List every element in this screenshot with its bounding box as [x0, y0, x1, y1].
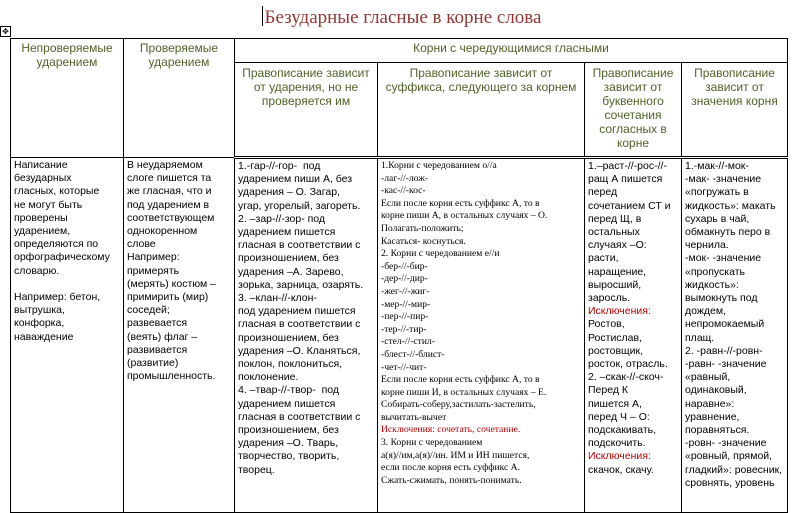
- text-line: жидкость»: макать: [685, 199, 776, 212]
- subheader-stress: Правописание зависит от ударения, но не проверяется им: [235, 63, 378, 158]
- text-line: гласная в соответствии с: [238, 318, 361, 331]
- text-line: гласных, которые: [14, 185, 100, 198]
- text-line: заросль.: [588, 292, 631, 305]
- text-line: сочетанием СТ и: [588, 199, 671, 212]
- text-line: развивается: [127, 343, 188, 356]
- text-line: примирить (мир): [127, 291, 209, 304]
- text-line: -кас-//-кос-: [381, 185, 426, 197]
- text-line: вытрушка,: [14, 304, 65, 317]
- cell-suffix-roots: [378, 158, 585, 513]
- text-line: вымокнуть под: [685, 292, 758, 305]
- text-line: орфографическому: [14, 251, 110, 264]
- text-line: [14, 278, 120, 291]
- text-line: пишется А,: [588, 397, 642, 410]
- text-line: слоге пишется та: [127, 172, 212, 185]
- text-line: 2. –скак-//-скоч-: [588, 371, 664, 384]
- text-line: 4. –твар-//-твор- под: [238, 384, 339, 397]
- text-line: -ровн- -значение: [685, 437, 767, 450]
- text-line: 2. -равн-//-ровн-: [685, 344, 763, 357]
- text-line: Написание: [14, 159, 68, 171]
- header-alternating-roots: Корни с чередующимися гласными: [235, 39, 788, 63]
- text-line: наваждение: [14, 330, 74, 343]
- text-line: 1.Корни с чередованием о//а: [381, 160, 497, 171]
- text-line: жидкость»:: [685, 278, 739, 291]
- text-line: сухарь в чай,: [685, 212, 750, 225]
- text-line: Исключения:: [588, 450, 651, 463]
- text-line: корне пиши И, в остальных случаях – Е.: [381, 386, 547, 398]
- text-line: случаях –О:: [588, 239, 647, 252]
- text-line: Если после корня есть суффикс А, то в: [381, 374, 540, 386]
- cell-verifiable: [124, 158, 235, 513]
- text-line: ударения –О. Кланяться,: [238, 344, 361, 357]
- text-line: -чет-//-чит-: [381, 361, 427, 373]
- text-line: под ударением в: [127, 198, 210, 211]
- text-line: поравняться.: [685, 424, 750, 437]
- text-line: Касаться- коснуться.: [381, 235, 466, 247]
- text-line: «ровный, прямой,: [685, 450, 773, 463]
- cell-unverifiable: [11, 158, 124, 513]
- text-cursor: [262, 6, 263, 26]
- text-line: -дер-//-дир-: [381, 273, 428, 285]
- text-line: угар, угорелый, загореть.: [238, 199, 361, 212]
- text-line: «пропускать: [685, 265, 745, 278]
- text-line: -бер-//-бир-: [381, 260, 428, 272]
- text-line: Исключения: сочетать, сочетание.: [381, 424, 521, 436]
- text-line: чернила.: [685, 239, 729, 252]
- text-line: -блест-//-блист-: [381, 348, 445, 360]
- text-line: примерять: [127, 264, 180, 277]
- text-line: -лаг-//-лож-: [381, 172, 429, 184]
- text-line: В неударяемом: [127, 159, 203, 171]
- text-line: промышленность.: [127, 370, 216, 383]
- text-line: обмакнуть перо в: [685, 226, 771, 239]
- text-line: ударением пишется: [238, 397, 336, 410]
- text-line: перед: [588, 186, 618, 199]
- text-line: однокоренном: [127, 225, 198, 238]
- text-line: определяются по: [14, 238, 99, 251]
- text-line: росток, отрасль.: [588, 358, 668, 371]
- text-line: ударения –А. Зарево,: [238, 265, 344, 278]
- text-line: произношением, без: [238, 424, 339, 437]
- text-line: Ростислав,: [588, 331, 643, 344]
- text-line: ращ А пишется: [588, 173, 663, 186]
- header-verifiable: Проверяемые ударением: [124, 39, 235, 158]
- text-line: -мок- -значение: [685, 252, 762, 265]
- text-line: ростовщик,: [588, 344, 644, 357]
- text-line: 1.-гар-//-гор- под: [238, 160, 321, 172]
- text-line: словарю.: [14, 264, 60, 277]
- text-line: остальных: [588, 226, 640, 239]
- text-line: подскакивать,: [588, 424, 657, 437]
- subheader-suffix: Правописание зависит от суффикса, следующего за корнем: [378, 63, 585, 158]
- cell-consonant-roots-text: [588, 160, 678, 477]
- cell-stress-roots: [235, 158, 378, 513]
- text-line: а(я)//им,а(я)//ин. ИМ и ИН пишется,: [381, 449, 530, 461]
- text-line: -пер-//-пир-: [381, 311, 429, 323]
- text-line: «погружать в: [685, 186, 749, 199]
- text-line: гласная в соответствии с: [238, 239, 361, 252]
- text-line: не могут быть: [14, 198, 83, 211]
- text-line: плащ.: [685, 331, 715, 344]
- text-line: 2. –зар-//-зор- под: [238, 212, 326, 225]
- subheader-meaning: Правописание зависит от значения корня: [682, 63, 788, 158]
- text-line: сровнять, уровень: [685, 476, 775, 489]
- text-line: ударением,: [14, 225, 71, 238]
- text-line: перед Ч – О:: [588, 410, 650, 423]
- text-line: Например:: [127, 251, 180, 264]
- text-line: -жег-//-жиг-: [381, 285, 430, 297]
- text-line: если после корня есть суффикс А.: [381, 462, 520, 474]
- text-line: безударных: [14, 172, 72, 185]
- text-line: ударения – О. Загар,: [238, 186, 340, 199]
- text-line: 3. –клан-//-клон-: [238, 292, 317, 305]
- text-line: 1.-мак-//-мок-: [685, 160, 749, 172]
- text-line: наравне»:: [685, 397, 735, 410]
- text-line: -мер-//-мир-: [381, 298, 431, 310]
- cell-meaning-roots-text: [685, 160, 784, 490]
- text-line: -стел-//-стил-: [381, 336, 435, 348]
- text-line: соответствующем: [127, 211, 215, 224]
- text-line: дождем,: [685, 305, 726, 318]
- text-line: -равн- -значение: [685, 358, 767, 371]
- text-line: же гласная, что и: [127, 185, 212, 198]
- text-line: поклонение.: [238, 371, 299, 384]
- text-line: 3. Корни с чередованием: [381, 437, 483, 449]
- text-line: слове: [127, 238, 156, 251]
- text-line: Например: бетон,: [14, 291, 101, 304]
- text-line: выросший,: [588, 278, 642, 291]
- text-line: 1.–раст-//-рос-//-: [588, 160, 667, 172]
- text-line: Сжать-сжимать, понять-понимать.: [381, 474, 522, 486]
- text-line: корне пиши А, в остальных случаях – О.: [381, 210, 548, 222]
- text-line: гладкий»: ровесник,: [685, 463, 783, 476]
- text-line: расти,: [588, 252, 619, 265]
- text-line: проверены: [14, 211, 68, 224]
- cell-suffix-roots-text: [381, 160, 581, 487]
- text-line: развевается: [127, 317, 188, 330]
- text-line: перед Щ, в: [588, 212, 642, 225]
- cell-stress-roots-text: [238, 160, 374, 477]
- text-line: одинаковый,: [685, 384, 747, 397]
- cell-verifiable-text: [127, 159, 231, 383]
- text-line: подскочить.: [588, 437, 646, 450]
- subheader-consonants: Правописание зависит от буквенного сочетания согласных в корне: [585, 63, 682, 158]
- text-line: поклон, поклониться,: [238, 358, 343, 371]
- text-line: -мак- -значение: [685, 173, 762, 186]
- text-line: ударения –О. Тварь,: [238, 437, 339, 450]
- text-line: произношением, без: [238, 331, 339, 344]
- text-line: Полагать-положить;: [381, 222, 464, 234]
- text-line: «равный,: [685, 371, 731, 384]
- text-line: Исключения:: [588, 305, 651, 318]
- text-line: зорька, зарница, озарять.: [238, 278, 364, 291]
- text-line: соседей;: [127, 304, 170, 317]
- text-line: творец.: [238, 463, 275, 476]
- spelling-rules-table: [10, 38, 788, 513]
- text-line: конфорка,: [14, 317, 65, 330]
- text-line: 2. Корни с чередованием е//и: [381, 248, 500, 260]
- text-line: наращение,: [588, 265, 647, 278]
- text-line: Перед К: [588, 384, 628, 397]
- text-line: Если после корня есть суффикс А, то в: [381, 197, 540, 209]
- text-line: (мерять) костюм –: [127, 277, 216, 290]
- text-line: -тер-//-тир-: [381, 323, 427, 335]
- text-line: ударением пиши А, без: [238, 173, 353, 186]
- text-line: гласная в соответствии с: [238, 410, 361, 423]
- text-line: произношением, без: [238, 252, 339, 265]
- text-line: творчество, творить,: [238, 450, 340, 463]
- title-text: Безударные гласные в корне слова: [264, 7, 542, 28]
- page-title: [0, 6, 803, 29]
- cell-consonant-roots: [585, 158, 682, 513]
- text-line: скачок, скачу.: [588, 463, 654, 476]
- header-unverifiable: Непроверяемые ударением: [11, 39, 124, 158]
- text-line: непромокаемый: [685, 318, 765, 331]
- table-move-handle-icon[interactable]: ✥: [0, 26, 11, 37]
- text-line: ударением пишется: [238, 226, 336, 239]
- text-line: уравнение,: [685, 410, 740, 423]
- text-line: (веять) флаг –: [127, 330, 198, 343]
- text-line: под ударением пишется: [238, 305, 356, 318]
- text-line: Ростов,: [588, 318, 625, 331]
- cell-unverifiable-text: [14, 159, 120, 344]
- cell-meaning-roots: [682, 158, 788, 513]
- text-line: Собирать-соберу,застилать-застелить,: [381, 399, 536, 411]
- text-line: вычитать-вычет: [381, 411, 447, 423]
- text-line: (развитие): [127, 357, 179, 370]
